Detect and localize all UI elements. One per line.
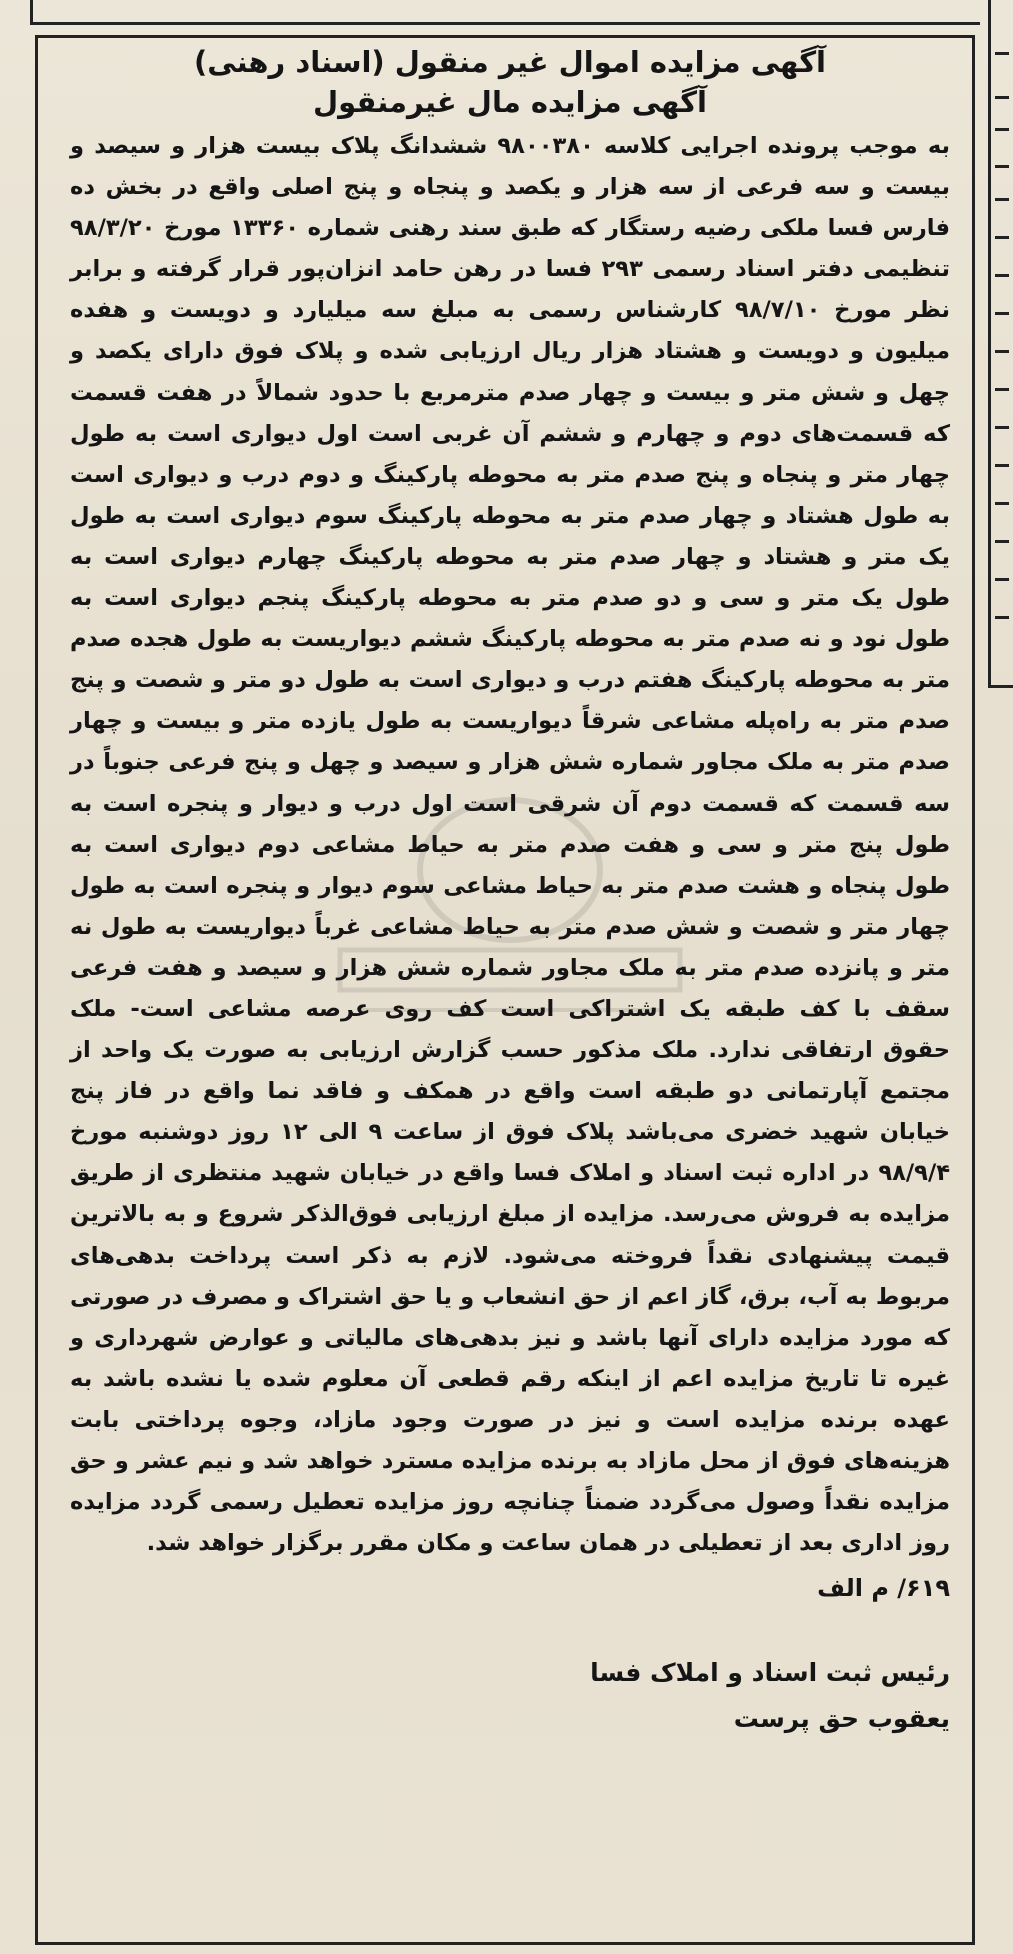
top-border-rule xyxy=(30,0,980,25)
notice-body-text: به موجب پرونده اجرایی کلاسه ۹۸۰۰۳۸۰ ششدانگ پلاک بیست هزار و سیصد و بیست و سه فرعی از سه هزار و یکصد و پنجاه و پنج اصلی واقع در بخش ده فارس فسا ملکی رضیه رستگار که طبق سند رهنی شماره ۱۳۳۶۰ مورخ ۹۸/۳/۲۰ تنظیمی دفتر اسناد رسمی ۲۹۳ فسا در رهن حامد انزان‌پور قرار گرفته و برابر نظر مورخ ۹۸/۷/۱۰ کارشناس رسمی به مبلغ سه میلیارد و دویست و هفده میلیون و دویست و هشتاد هزار ریال ارزیابی شده و پلاک فوق دارای یکصد و چهل و شش متر و بیست و چهار صدم مترمربع با حدود شمالاً در هفت قسمت که قسمت‌های دوم و چهارم و ششم آن غربی است اول دیواری است به طول چهار متر و پنجاه و پنج صدم متر به محوطه پارکینگ و دوم درب و دیواری است به طول هشتاد و چهار صدم متر به محوطه پارکینگ سوم دیواری است به طول یک متر و هشتاد و چهار صدم متر به محوطه پارکینگ چهارم دیواری است به طول یک متر و سی و دو صدم متر به محوطه پارکینگ پنجم دیواری است به طول نود و نه صدم متر به محوطه پارکینگ ششم دیواریست به طول هجده صدم متر به محوطه پارکینگ هفتم درب و دیواری است به طول دو متر و شصت و پنج صدم متر به راه‌پله مشاعی شرقاً دیواریست به طول یازده متر و بیست و چهار صدم متر به ملک مجاور شماره شش هزار و سیصد و چهل و پنج فرعی جنوباً در سه قسمت که قسمت دوم آن شرقی است اول درب و دیوار و پنجره است به طول پنج متر و سی و هفت صدم متر به حیاط مشاعی دوم دیواری است به طول پنجاه و هشت صدم متر به حیاط مشاعی سوم دیوار و پنجره است به طول چهار متر و شصت و شش صدم متر به حیاط مشاعی غرباً دیواریست به طول نه متر و پانزده صدم متر به ملک مجاور شماره شش هزار و سیصد و هفت فرعی سقف با کف طبقه یک اشتراکی است کف روی عرصه مشاعی است- ملک حقوق ارتفاقی ندارد. ملک مذکور حسب گزارش ارزیابی به صورت یک واحد از مجتمع آپارتمانی دو طبقه است واقع در همکف و فاقد نما واقع در فاز پنج خیابان شهید خضری می‌باشد پلاک فوق از ساعت ۹ الی ۱۲ روز دوشنبه مورخ ۹۸/۹/۴ در اداره ثبت اسناد و املاک فسا واقع در خیابان شهید منتظری از طریق مزایده به فروش می‌رسد. مزایده از مبلغ ارزیابی فوق‌الذکر شروع و به بالاترین قیمت پیشنهادی نقداً فروخته می‌شود. لازم به ذکر است پرداخت بدهی‌های مربوط به آب، برق، گاز اعم از حق انشعاب و یا حق اشتراک و مصرف در صورتی که مورد مزایده دارای آنها باشد و نیز بدهی‌های مالیاتی و عوارض شهرداری و غیره تا تاریخ مزایده اعم از اینکه رقم قطعی آن معلوم شده یا نشده باشد به عهده برنده مزایده است و نیز در صورت وجود مازاد، وجوه پرداختی بابت هزینه‌های فوق از محل مازاد به برنده مزایده مسترد خواهد شد و نیم عشر و حق مزایده نقداً وصول می‌گردد ضمناً چنانچه روز مزایده تعطیل رسمی گردد مزایده روز اداری بعد از تعطیلی در همان ساعت و مکان مقرر برگزار خواهد شد. xyxy=(70,133,950,1557)
column-rule xyxy=(995,236,1009,239)
column-rule xyxy=(995,464,1009,467)
notice-title-primary: آگهی مزایده اموال غیر منقول (اسناد رهنی) xyxy=(194,45,826,79)
signature-title: رئیس ثبت اسناد و املاک فسا xyxy=(590,1658,950,1688)
column-rule xyxy=(995,502,1009,505)
column-rule xyxy=(995,350,1009,353)
signature-block xyxy=(70,1650,950,1742)
column-rule xyxy=(995,426,1009,429)
reference-number: ۶۱۹/ م الف xyxy=(817,1574,950,1603)
notice-title-secondary: آگهی مزایده مال غیرمنقول xyxy=(313,85,707,119)
column-rule xyxy=(995,165,1009,168)
notice-content xyxy=(70,42,950,1742)
column-rule xyxy=(995,540,1009,543)
column-rule xyxy=(995,312,1009,315)
column-rule xyxy=(995,388,1009,391)
column-rule xyxy=(995,198,1009,201)
signature-name: یعقوب حق پرست xyxy=(733,1704,950,1734)
column-rule xyxy=(995,616,1009,619)
column-rule xyxy=(995,578,1009,581)
column-rule xyxy=(995,128,1009,131)
column-rule xyxy=(995,274,1009,277)
column-rule xyxy=(995,52,1009,55)
column-rule xyxy=(995,96,1009,99)
adjacent-column-edge xyxy=(988,0,1013,688)
